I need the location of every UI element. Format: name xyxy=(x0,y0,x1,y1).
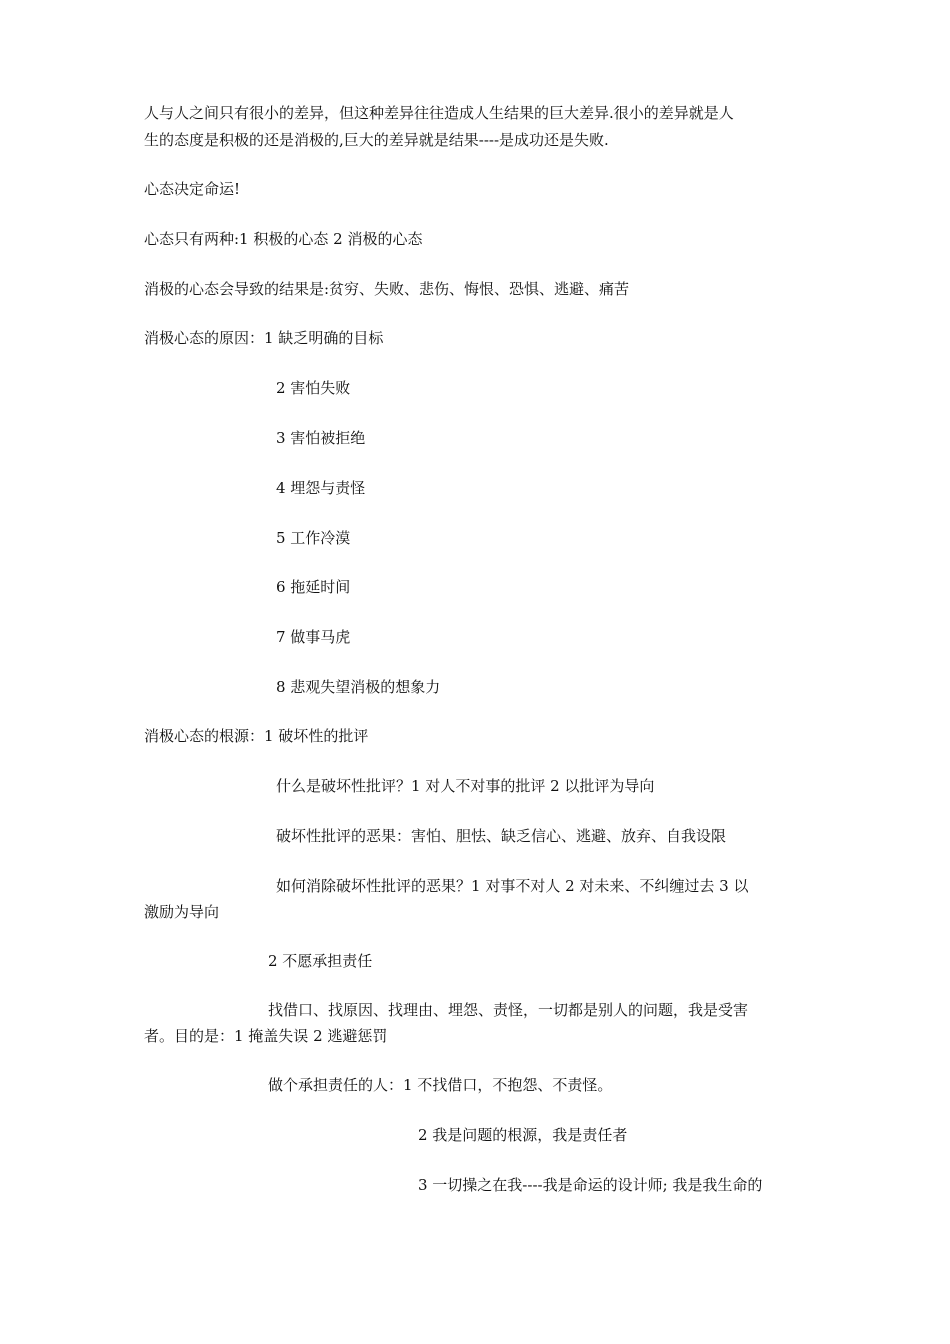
text-line: 生的态度是积极的还是消极的,巨大的差异就是结果----是成功还是失败. xyxy=(144,131,609,149)
text-line: 消极的心态会导致的结果是:贫穷、失败、悲伤、悔恨、恐惧、逃避、痛苦 xyxy=(144,280,630,298)
text-line: 8 悲观失望消极的想象力 xyxy=(276,678,441,696)
text-line: 2 我是问题的根源，我是责任者 xyxy=(418,1126,628,1144)
text-line: 2 不愿承担责任 xyxy=(268,952,373,970)
text-line: 什么是破坏性批评？1 对人不对事的批评 2 以批评为导向 xyxy=(276,777,655,795)
text-line: 破坏性批评的恶果：害怕、胆怯、缺乏信心、逃避、放弃、自我设限 xyxy=(276,827,727,845)
text-line: 6 拖延时间 xyxy=(276,578,351,596)
text-line: 心态只有两种:1 积极的心态 2 消极的心态 xyxy=(144,230,423,248)
text-line: 激励为导向 xyxy=(144,903,220,921)
text-line: 3 一切操之在我----我是命运的设计师; 我是我生命的 xyxy=(418,1176,763,1194)
text-line: 做个承担责任的人：1 不找借口，不抱怨、不责怪。 xyxy=(268,1076,613,1094)
text-line: 消极心态的根源：1 破坏性的批评 xyxy=(144,727,369,745)
text-line: 2 害怕失败 xyxy=(276,379,351,397)
text-line: 7 做事马虎 xyxy=(276,628,351,646)
text-line: 3 害怕被拒绝 xyxy=(276,429,366,447)
text-line: 如何消除破坏性批评的恶果？1 对事不对人 2 对未来、不纠缠过去 3 以 xyxy=(276,877,749,895)
text-line: 5 工作冷漠 xyxy=(276,529,351,547)
text-line: 者。目的是：1 掩盖失误 2 逃避惩罚 xyxy=(144,1027,388,1045)
text-line: 找借口、找原因、找理由、埋怨、责怪，一切都是别人的问题，我是受害 xyxy=(268,1001,749,1019)
text-line: 心态决定命运! xyxy=(144,180,241,198)
text-line: 人与人之间只有很小的差异，但这种差异往往造成人生结果的巨大差异.很小的差异就是人 xyxy=(144,104,734,122)
text-line: 消极心态的原因：1 缺乏明确的目标 xyxy=(144,329,384,347)
text-line: 4 埋怨与责怪 xyxy=(276,479,366,497)
